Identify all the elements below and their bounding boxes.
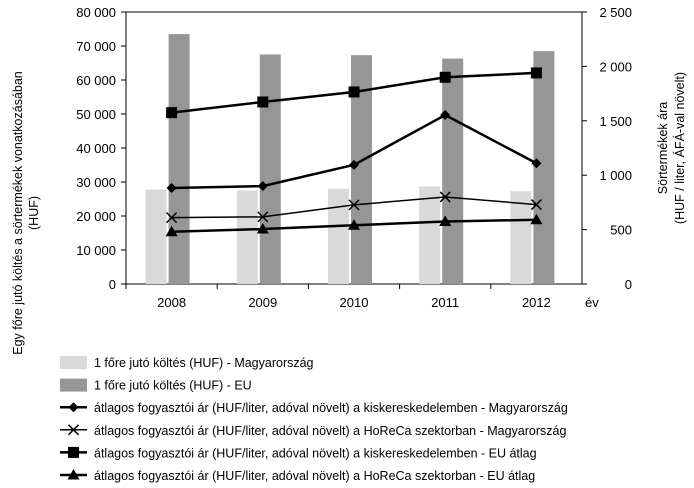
left-tick-label: 10 000 — [76, 243, 116, 258]
right-tick-label: 1 500 — [599, 113, 632, 129]
left-axis-title-line: Egy főre jutó költés a sörtermékek vonatkozásában — [11, 71, 25, 355]
bar-eu-2009 — [260, 55, 281, 285]
point-square-2010 — [349, 86, 360, 97]
x-tick-label: 2012 — [521, 295, 551, 310]
left-axis-title — [11, 71, 41, 355]
x-tick-label: 2011 — [431, 295, 460, 310]
bar-eu-2011 — [442, 59, 463, 284]
legend-swatch-bar — [60, 356, 87, 369]
left-tick-label: 20 000 — [76, 209, 116, 224]
left-tick-label: 40 000 — [76, 141, 116, 156]
right-tick-label: 2 000 — [599, 59, 632, 75]
axes — [11, 5, 687, 355]
legend-label: átlagos fogyasztói ár (HUF/liter, adóval növelt) a HoReCa szektorban - Magyarország — [94, 423, 567, 438]
x-tick-label: 2009 — [248, 295, 278, 310]
left-tick-label: 60 000 — [76, 73, 116, 88]
bar-hu-2011 — [419, 186, 440, 284]
left-tick-label: 80 000 — [76, 5, 116, 20]
x-tick-label: 2008 — [157, 295, 187, 310]
legend-label: átlagos fogyasztói ár (HUF/liter, adóval növelt) a kiskereskedelemben - EU átlag — [94, 446, 537, 461]
legend-label: átlagos fogyasztói ár (HUF/liter, adóval növelt) a HoReCa szektorban - EU átlag — [94, 469, 536, 483]
legend-marker-diamond — [69, 402, 79, 412]
legend-marker-square — [68, 447, 79, 458]
point-square-2011 — [440, 72, 451, 83]
left-tick-label: 50 000 — [76, 107, 116, 122]
right-tick-label: 0 — [624, 277, 632, 292]
legend-label: 1 főre jutó költés (HUF) - Magyarország — [94, 356, 314, 370]
bar-eu-2008 — [169, 34, 190, 284]
legend-label: átlagos fogyasztói ár (HUF/liter, adóval növelt) a kiskereskedelemben - Magyarország — [94, 401, 568, 416]
x-axis-suffix: év — [585, 295, 599, 310]
right-tick-label: 500 — [610, 222, 632, 238]
x-tick-label: 2010 — [339, 295, 369, 310]
point-square-2009 — [257, 96, 268, 107]
right-axis-title — [656, 72, 687, 224]
legend-label: 1 főre jutó költés (HUF) - EU — [94, 378, 252, 393]
legend-swatch-bar — [60, 379, 87, 392]
right-axis-title-line: Sörtermékek ára — [656, 101, 670, 195]
bar-hu-2008 — [146, 189, 167, 284]
bar-hu-2009 — [237, 191, 258, 285]
bar-hu-2010 — [328, 189, 349, 284]
bars — [146, 34, 555, 284]
left-tick-label: 0 — [108, 277, 116, 292]
left-tick-label: 30 000 — [76, 175, 116, 190]
left-axis-title-line: (HUF) — [27, 195, 41, 231]
left-tick-label: 70 000 — [76, 39, 116, 54]
point-square-2012 — [531, 67, 542, 78]
right-tick-label: 2 500 — [599, 5, 632, 20]
bar-hu-2012 — [510, 191, 531, 284]
right-tick-label: 1 000 — [599, 168, 632, 184]
point-square-2008 — [166, 107, 177, 118]
right-axis-title-line: (HUF / liter, ÁFÁ-val növelt) — [673, 71, 687, 225]
legend — [60, 356, 568, 483]
